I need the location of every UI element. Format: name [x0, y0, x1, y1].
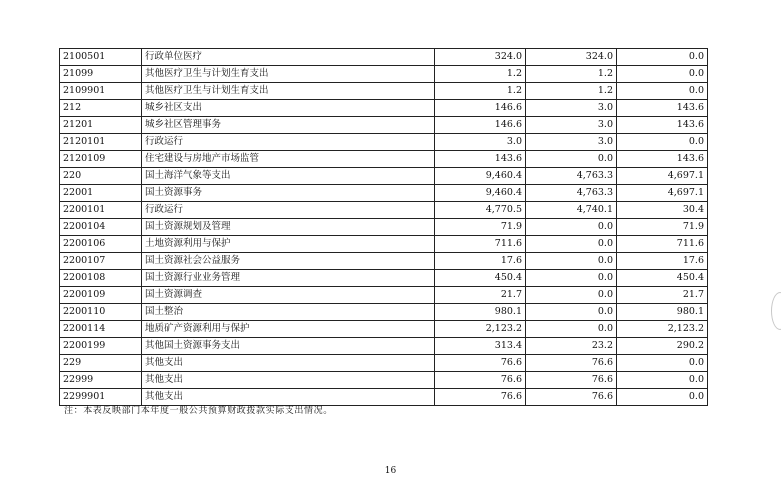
row-project-cell: 2,123.2 — [617, 321, 708, 338]
row-name-cell: 国土资源规划及管理 — [142, 219, 435, 236]
table-note: 注：本表反映部门本年度一般公共预算财政拨款实际支出情况。 — [64, 406, 333, 416]
row-project-cell: 0.0 — [617, 83, 708, 100]
row-project-cell: 290.2 — [617, 338, 708, 355]
row-name-cell: 城乡社区支出 — [142, 100, 435, 117]
row-basic-cell: 3.0 — [526, 100, 617, 117]
row-project-cell: 4,697.1 — [617, 168, 708, 185]
row-total-cell: 3.0 — [435, 134, 526, 151]
row-code-cell: 2200106 — [60, 236, 142, 253]
row-name-cell: 地质矿产资源利用与保护 — [142, 321, 435, 338]
row-total-cell: 2,123.2 — [435, 321, 526, 338]
row-code-cell: 2100501 — [60, 49, 142, 66]
row-name-cell: 其他国土资源事务支出 — [142, 338, 435, 355]
row-name-cell: 行政运行 — [142, 202, 435, 219]
row-project-cell: 17.6 — [617, 253, 708, 270]
table-row — [60, 321, 708, 338]
row-name-cell: 其他支出 — [142, 372, 435, 389]
table-row — [60, 355, 708, 372]
row-total-cell: 711.6 — [435, 236, 526, 253]
table-row — [60, 270, 708, 287]
row-code-cell: 2200110 — [60, 304, 142, 321]
table-row — [60, 372, 708, 389]
row-basic-cell: 3.0 — [526, 117, 617, 134]
page-edge-decoration — [771, 292, 781, 330]
page-number: 16 — [384, 466, 397, 476]
row-name-cell: 土地资源利用与保护 — [142, 236, 435, 253]
row-name-cell: 国土资源社会公益服务 — [142, 253, 435, 270]
row-basic-cell: 76.6 — [526, 372, 617, 389]
table-row — [60, 304, 708, 321]
row-code-cell: 22999 — [60, 372, 142, 389]
row-basic-cell: 324.0 — [526, 49, 617, 66]
row-basic-cell: 3.0 — [526, 134, 617, 151]
row-code-cell: 2200109 — [60, 287, 142, 304]
row-code-cell: 229 — [60, 355, 142, 372]
row-name-cell: 住宅建设与房地产市场监管 — [142, 151, 435, 168]
row-total-cell: 146.6 — [435, 117, 526, 134]
row-basic-cell: 1.2 — [526, 83, 617, 100]
table-row — [60, 338, 708, 355]
row-project-cell: 0.0 — [617, 66, 708, 83]
row-total-cell: 143.6 — [435, 151, 526, 168]
row-name-cell: 其他医疗卫生与计划生育支出 — [142, 66, 435, 83]
row-total-cell: 1.2 — [435, 66, 526, 83]
row-project-cell: 0.0 — [617, 49, 708, 66]
row-project-cell: 0.0 — [617, 134, 708, 151]
table-row — [60, 66, 708, 83]
row-basic-cell: 4,763.3 — [526, 185, 617, 202]
row-project-cell: 980.1 — [617, 304, 708, 321]
table-row — [60, 253, 708, 270]
table-body — [60, 49, 708, 406]
row-project-cell: 21.7 — [617, 287, 708, 304]
table-row — [60, 185, 708, 202]
row-basic-cell: 23.2 — [526, 338, 617, 355]
row-basic-cell: 0.0 — [526, 287, 617, 304]
row-total-cell: 4,770.5 — [435, 202, 526, 219]
row-code-cell: 2109901 — [60, 83, 142, 100]
row-total-cell: 76.6 — [435, 355, 526, 372]
row-basic-cell: 0.0 — [526, 236, 617, 253]
table-row — [60, 100, 708, 117]
row-project-cell: 71.9 — [617, 219, 708, 236]
row-basic-cell: 0.0 — [526, 321, 617, 338]
row-code-cell: 2200107 — [60, 253, 142, 270]
row-project-cell: 450.4 — [617, 270, 708, 287]
row-project-cell: 0.0 — [617, 389, 708, 406]
table-row — [60, 134, 708, 151]
row-code-cell: 220 — [60, 168, 142, 185]
row-project-cell: 4,697.1 — [617, 185, 708, 202]
table-row — [60, 287, 708, 304]
row-code-cell: 2200104 — [60, 219, 142, 236]
row-name-cell: 其他支出 — [142, 355, 435, 372]
row-code-cell: 2120101 — [60, 134, 142, 151]
row-total-cell: 1.2 — [435, 83, 526, 100]
row-total-cell: 980.1 — [435, 304, 526, 321]
row-total-cell: 17.6 — [435, 253, 526, 270]
table-row — [60, 202, 708, 219]
table-row — [60, 151, 708, 168]
row-total-cell: 313.4 — [435, 338, 526, 355]
row-code-cell: 2299901 — [60, 389, 142, 406]
row-basic-cell: 76.6 — [526, 389, 617, 406]
row-project-cell: 143.6 — [617, 100, 708, 117]
row-total-cell: 71.9 — [435, 219, 526, 236]
row-code-cell: 2200114 — [60, 321, 142, 338]
expenditure-table — [59, 48, 708, 406]
row-total-cell: 9,460.4 — [435, 185, 526, 202]
row-code-cell: 2200101 — [60, 202, 142, 219]
row-name-cell: 其他医疗卫生与计划生育支出 — [142, 83, 435, 100]
row-project-cell: 143.6 — [617, 117, 708, 134]
row-total-cell: 76.6 — [435, 389, 526, 406]
row-name-cell: 国土资源行业业务管理 — [142, 270, 435, 287]
row-total-cell: 146.6 — [435, 100, 526, 117]
row-basic-cell: 1.2 — [526, 66, 617, 83]
row-project-cell: 0.0 — [617, 372, 708, 389]
row-code-cell: 2200199 — [60, 338, 142, 355]
row-basic-cell: 0.0 — [526, 253, 617, 270]
row-code-cell: 2200108 — [60, 270, 142, 287]
row-name-cell: 国土资源事务 — [142, 185, 435, 202]
row-total-cell: 9,460.4 — [435, 168, 526, 185]
row-code-cell: 2120109 — [60, 151, 142, 168]
row-total-cell: 450.4 — [435, 270, 526, 287]
row-basic-cell: 76.6 — [526, 355, 617, 372]
row-basic-cell: 4,740.1 — [526, 202, 617, 219]
row-name-cell: 行政运行 — [142, 134, 435, 151]
row-name-cell: 国土海洋气象等支出 — [142, 168, 435, 185]
table-row — [60, 219, 708, 236]
row-basic-cell: 0.0 — [526, 219, 617, 236]
row-project-cell: 711.6 — [617, 236, 708, 253]
row-name-cell: 国土资源调查 — [142, 287, 435, 304]
row-basic-cell: 0.0 — [526, 270, 617, 287]
row-name-cell: 行政单位医疗 — [142, 49, 435, 66]
row-basic-cell: 0.0 — [526, 304, 617, 321]
row-code-cell: 212 — [60, 100, 142, 117]
row-project-cell: 30.4 — [617, 202, 708, 219]
row-basic-cell: 4,763.3 — [526, 168, 617, 185]
row-project-cell: 143.6 — [617, 151, 708, 168]
row-name-cell: 国土整治 — [142, 304, 435, 321]
row-total-cell: 324.0 — [435, 49, 526, 66]
table-row — [60, 168, 708, 185]
table-row — [60, 83, 708, 100]
row-code-cell: 21099 — [60, 66, 142, 83]
row-total-cell: 21.7 — [435, 287, 526, 304]
row-code-cell: 22001 — [60, 185, 142, 202]
row-name-cell: 城乡社区管理事务 — [142, 117, 435, 134]
table-row — [60, 236, 708, 253]
row-project-cell: 0.0 — [617, 355, 708, 372]
row-basic-cell: 0.0 — [526, 151, 617, 168]
table-row — [60, 117, 708, 134]
table-row — [60, 49, 708, 66]
row-name-cell: 其他支出 — [142, 389, 435, 406]
row-code-cell: 21201 — [60, 117, 142, 134]
row-total-cell: 76.6 — [435, 372, 526, 389]
